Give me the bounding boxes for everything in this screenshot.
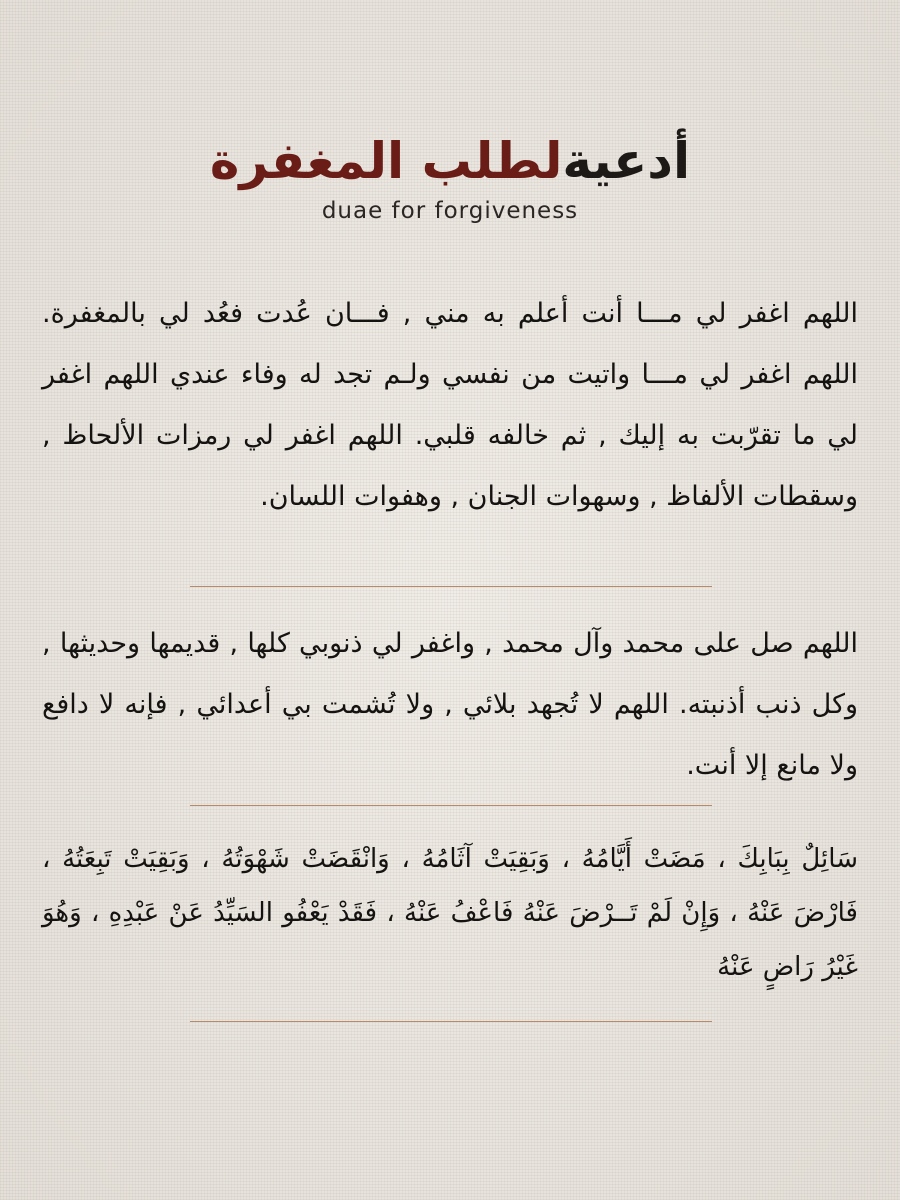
divider-3 <box>190 1021 712 1022</box>
page-subtitle: duae for forgiveness <box>321 198 579 224</box>
page-title <box>0 128 900 194</box>
title-part-dua: أدعية <box>562 132 691 190</box>
title-block <box>0 128 900 224</box>
divider-2 <box>190 805 712 806</box>
divider-1 <box>190 586 712 587</box>
dua-paragraph-3: سَائِلٌ بِبَابِكَ ، مَضَتْ أَيَّامُهُ ، وَبَقِيَتْ آثَامُهُ ، وَانْقَضَتْ شَهْوَتُهُ ، وَبَقِيَتْ تَبِعَتُهُ ، فَارْضَ عَنْهُ ، وَإِنْ لَمْ تَــرْضَ عَنْهُ فَاعْفُ عَنْهُ ، فَقَدْ يَعْفُو السَيِّدُ عَنْ عَبْدِهِ ، وَهُوَ غَيْرُ رَاضٍ عَنْهُ <box>42 844 858 982</box>
dua-paragraph-2: اللهم صل على محمد وآل محمد , واغفر لي ذنوبي كلها , قديمها وحديثها , وكل ذنب أذنبته. اللهم لا تُجهد بلائي , ولا تُشمت بي أعدائي , فإنه لا دافع ولا مانع إلا أنت. <box>42 628 858 781</box>
dua-paragraph-1: اللهم اغفر لي مـــا أنت أعلم به مني , فـــان عُدت فعُد لي بالمغفرة. اللهم اغفر لي مـــا واتيت من نفسي ولـم تجد له وفاء عندي اللهم اغفر لي ما تقرّبت به إليك , ثم خالفه قلبي. اللهم اغفر لي رمزات الألحاظ , وسقطات الألفاظ , وسهوات الجنان , وهفوات اللسان. <box>42 298 858 512</box>
title-part-forgiveness: لطلب المغفرة <box>209 132 563 190</box>
